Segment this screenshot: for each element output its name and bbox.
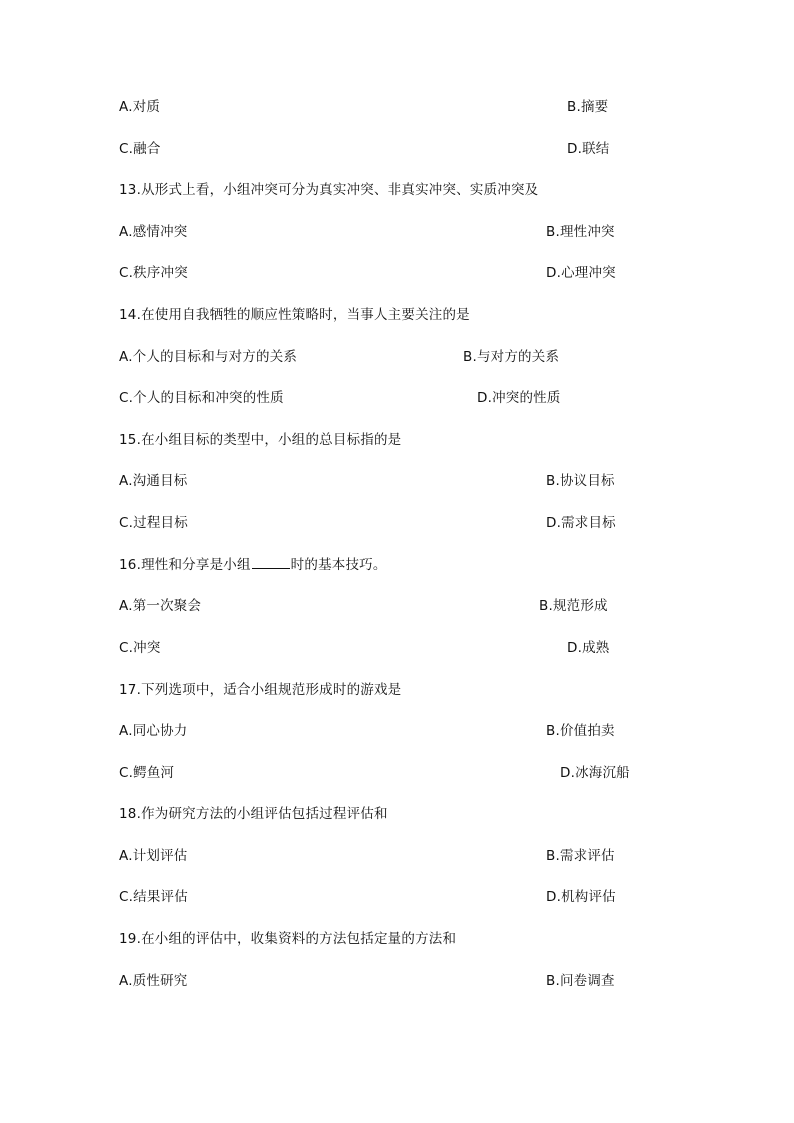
q12-option-b: B.摘要 xyxy=(567,99,609,115)
q14-option-c: C.个人的目标和冲突的性质 xyxy=(119,390,284,406)
q18-option-b: B.需求评估 xyxy=(546,848,615,864)
q15-option-b: B.协议目标 xyxy=(546,473,615,489)
q19-stem: 19.在小组的评估中，收集资料的方法包括定量的方法和 xyxy=(119,931,457,947)
q18-option-c: C.结果评估 xyxy=(119,889,188,905)
q12-option-d: D.联结 xyxy=(567,141,610,157)
q16-option-b: B.规范形成 xyxy=(539,598,608,614)
q14-option-a: A.个人的目标和与对方的关系 xyxy=(119,349,298,365)
q13-option-c: C.秩序冲突 xyxy=(119,265,188,281)
q16-stem-before: 16.理性和分享是小组 xyxy=(119,557,251,573)
q18-option-d: D.机构评估 xyxy=(546,889,616,905)
q17-option-d: D.冰海沉船 xyxy=(560,765,630,781)
q13-option-d: D.心理冲突 xyxy=(546,265,616,281)
q13-option-b: B.理性冲突 xyxy=(546,224,615,240)
q15-option-a: A.沟通目标 xyxy=(119,473,188,489)
q15-option-d: D.需求目标 xyxy=(546,515,616,531)
q17-stem: 17.下列选项中，适合小组规范形成时的游戏是 xyxy=(119,682,402,698)
q16-option-c: C.冲突 xyxy=(119,640,161,656)
q16-stem-after: 时的基本技巧。 xyxy=(290,557,387,573)
q16-option-a: A.第一次聚会 xyxy=(119,598,202,614)
q15-stem: 15.在小组目标的类型中，小组的总目标指的是 xyxy=(119,432,402,448)
q18-option-a: A.计划评估 xyxy=(119,848,188,864)
q13-stem: 13.从形式上看，小组冲突可分为真实冲突、非真实冲突、实质冲突及 xyxy=(119,182,539,198)
q16-stem xyxy=(119,556,387,574)
q13-option-a: A.感情冲突 xyxy=(119,224,188,240)
q18-stem: 18.作为研究方法的小组评估包括过程评估和 xyxy=(119,806,388,822)
q17-option-a: A.同心协力 xyxy=(119,723,188,739)
fill-in-blank xyxy=(252,556,290,569)
q17-option-b: B.价值拍卖 xyxy=(546,723,615,739)
q16-option-d: D.成熟 xyxy=(567,640,610,656)
q19-option-b: B.问卷调查 xyxy=(546,973,615,989)
q14-option-b: B.与对方的关系 xyxy=(463,349,560,365)
q19-option-a: A.质性研究 xyxy=(119,973,188,989)
q15-option-c: C.过程目标 xyxy=(119,515,188,531)
q17-option-c: C.鳄鱼河 xyxy=(119,765,175,781)
q12-option-c: C.融合 xyxy=(119,141,161,157)
q14-stem: 14.在使用自我牺牲的顺应性策略时，当事人主要关注的是 xyxy=(119,307,470,323)
q12-option-a: A.对质 xyxy=(119,99,161,115)
q14-option-d: D.冲突的性质 xyxy=(477,390,561,406)
